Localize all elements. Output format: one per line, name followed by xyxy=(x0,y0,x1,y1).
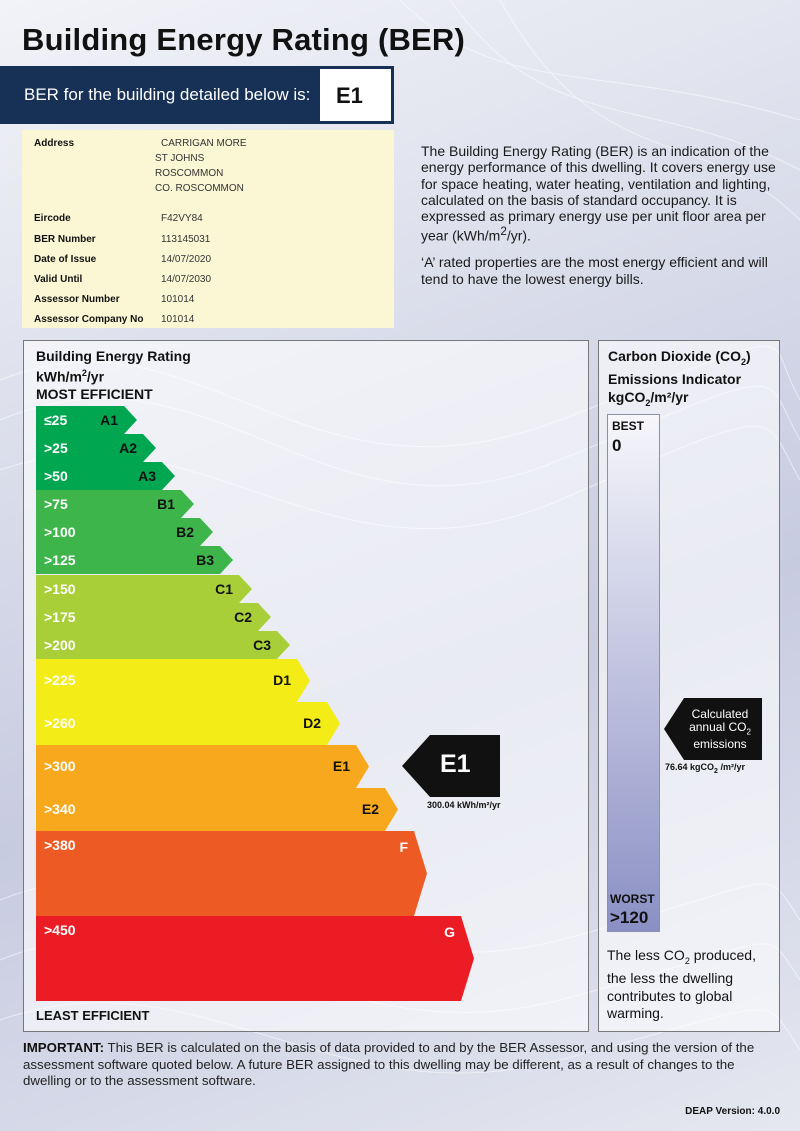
ber-band-code: G xyxy=(444,924,455,940)
building-details-box xyxy=(22,130,394,328)
detail-label: Assessor Company No xyxy=(34,314,144,325)
ber-band-code: C2 xyxy=(234,608,252,625)
co2-heading xyxy=(608,348,751,412)
ber-band-a2 xyxy=(36,434,156,462)
ber-band-range: >125 xyxy=(44,551,76,568)
co2-note-text-end: produced, the less the dwelling contributes to global warming. xyxy=(607,947,756,1022)
co2-worst-value: >120 xyxy=(610,908,649,927)
co2-title-text: Carbon Dioxide (CO xyxy=(608,348,742,364)
deap-version: DEAP Version: 4.0.0 xyxy=(685,1106,780,1117)
address-line: CO. ROSCOMMON xyxy=(155,183,244,194)
ber-band-range: >100 xyxy=(44,523,76,540)
ber-description-paragraph xyxy=(421,143,787,244)
detail-label: Date of Issue xyxy=(34,254,97,265)
co2-value-unit: /m²/yr xyxy=(717,762,745,772)
important-text: This BER is calculated on the basis of data provided to and by the BER Assessor, and using the version of the assessment software quoted below. A future BER assigned to this dwelling may be different, as a result of changes to the dwelling or to the assessment software. xyxy=(23,1040,755,1088)
co2-value-subscript: 2 xyxy=(714,767,718,775)
ber-band-range: >225 xyxy=(44,672,76,688)
ber-band-shape xyxy=(36,916,474,1001)
address-line: ROSCOMMON xyxy=(155,168,224,179)
ber-band-range: >260 xyxy=(44,715,76,731)
ber-band-fill xyxy=(36,745,369,788)
important-label: IMPORTANT: xyxy=(23,1040,105,1055)
ber-band-e1 xyxy=(36,745,369,788)
detail-value: F42VY84 xyxy=(161,213,203,224)
ber-band-shape xyxy=(36,788,398,831)
detail-value: 14/07/2020 xyxy=(161,254,212,265)
ber-result-label: BER for the building detailed below is: xyxy=(24,85,311,104)
ber-scale-heading xyxy=(36,348,191,403)
ber-band-c2 xyxy=(36,603,271,631)
ber-band-fill xyxy=(36,659,310,702)
ber-band-code: A1 xyxy=(100,411,118,428)
co2-unit-text: kgCO xyxy=(608,388,646,405)
ber-band-b1 xyxy=(36,490,194,518)
address-line: CARRIGAN MORE xyxy=(161,138,247,149)
ber-band-fill xyxy=(36,788,398,831)
detail-label: Valid Until xyxy=(34,274,83,285)
ber-band-e2 xyxy=(36,788,398,831)
ber-band-fill xyxy=(36,916,474,1001)
address-line: ST JOHNS xyxy=(155,153,205,164)
description-superscript: 2 xyxy=(500,225,507,239)
co2-unit-text-end: /m²/yr xyxy=(650,388,689,405)
co2-marker-line xyxy=(680,721,760,738)
ber-band-a1 xyxy=(36,406,137,434)
ber-band-fill xyxy=(36,702,340,745)
ber-band-range: >340 xyxy=(44,801,76,817)
co2-unit-subscript: 2 xyxy=(645,397,651,408)
ber-band-g xyxy=(36,916,474,1001)
ber-band-range: >150 xyxy=(44,580,76,597)
rating-explanation-paragraph: ‘A’ rated properties are the most energy efficient and will tend to have the lowest energy bills. xyxy=(421,254,768,287)
ber-band-range: >450 xyxy=(44,922,76,938)
least-efficient-label: LEAST EFFICIENT xyxy=(36,1008,150,1023)
ber-band-range: >25 xyxy=(44,439,68,456)
co2-marker-text: annual CO xyxy=(689,720,747,734)
address-label: Address xyxy=(34,138,75,149)
ber-band-shape xyxy=(36,702,340,745)
co2-gradient-bar xyxy=(607,414,660,932)
ber-band-code: B1 xyxy=(157,495,175,512)
ber-band-code: E1 xyxy=(332,758,350,774)
ber-band-shape xyxy=(36,831,427,916)
ber-band-range: >175 xyxy=(44,608,76,625)
description-text: The Building Energy Rating (BER) is an indication of the energy performance of this dwelling. It covers energy use for space heating, water heating, ventilation and lighting, calculated on the basis of standard occupancy. It is expressed as primary energy use per unit floor area per year (kWh/m xyxy=(421,143,776,245)
co2-panel xyxy=(598,340,780,1032)
ber-band-range: >380 xyxy=(44,837,76,853)
ber-band-code: B2 xyxy=(176,523,194,540)
detail-value: 14/07/2030 xyxy=(161,274,212,285)
co2-best-label: BEST xyxy=(612,419,645,433)
ber-band-d1 xyxy=(36,659,310,702)
co2-title-text-end: ) xyxy=(746,348,751,364)
most-efficient-label: MOST EFFICIENT xyxy=(36,385,153,402)
ber-band-fill xyxy=(36,831,427,916)
detail-label: Eircode xyxy=(34,213,71,224)
co2-title xyxy=(608,348,751,371)
detail-label: Assessor Number xyxy=(34,294,120,305)
co2-marker-line: Calculated xyxy=(691,707,749,721)
current-rating-label: E1 xyxy=(440,750,471,778)
co2-note-subscript: 2 xyxy=(684,955,690,966)
co2-marker-label xyxy=(680,708,760,751)
ber-band-f xyxy=(36,831,427,916)
ber-scale-panel xyxy=(23,340,589,1032)
co2-marker-subscript: 2 xyxy=(746,727,751,737)
ber-band-code: C3 xyxy=(253,636,271,653)
ber-scale-title: Building Energy Rating xyxy=(36,348,191,364)
co2-title-subscript: 2 xyxy=(741,356,747,367)
detail-value: 113145031 xyxy=(161,234,211,245)
ber-band-d2 xyxy=(36,702,340,745)
co2-worst-label: WORST xyxy=(610,892,655,906)
co2-note xyxy=(607,947,777,1023)
ber-scale-unit xyxy=(36,365,191,386)
ber-band-c3 xyxy=(36,631,290,659)
ber-band-code: A3 xyxy=(138,467,156,484)
co2-marker-line: emissions xyxy=(693,737,747,752)
unit-text-end: /yr xyxy=(86,368,105,385)
ber-band-code: B3 xyxy=(196,551,214,568)
co2-unit xyxy=(608,389,751,412)
ber-band-range: >200 xyxy=(44,636,76,653)
ber-band-range: >300 xyxy=(44,758,76,774)
description-text-end: /yr). xyxy=(506,228,531,245)
ber-band-range: ≤25 xyxy=(44,411,68,428)
ber-band-c1 xyxy=(36,575,252,603)
ber-band-shape xyxy=(36,659,310,702)
co2-best-value: 0 xyxy=(612,436,622,455)
detail-label: BER Number xyxy=(34,234,96,245)
ber-band-range: >50 xyxy=(44,467,68,484)
ber-band-b3 xyxy=(36,546,233,574)
co2-subtitle: Emissions Indicator xyxy=(608,371,742,388)
ber-band-code: D1 xyxy=(273,672,291,688)
ber-band-code: E2 xyxy=(361,801,379,817)
ber-band-shape xyxy=(36,745,369,788)
unit-text: kWh/m xyxy=(36,368,82,385)
ber-band-b2 xyxy=(36,518,213,546)
ber-band-code: D2 xyxy=(303,715,321,731)
ber-result-value: E1 xyxy=(320,69,391,121)
ber-band-range: >75 xyxy=(44,495,68,512)
detail-value: 101014 xyxy=(161,314,195,325)
co2-note-text: The less CO xyxy=(607,947,685,963)
unit-superscript: 2 xyxy=(81,368,87,378)
detail-value: 101014 xyxy=(161,294,195,305)
address-lines xyxy=(155,136,247,196)
ber-band-code: A2 xyxy=(119,439,137,456)
important-notice xyxy=(23,1040,783,1090)
co2-value-text: 76.64 kgCO xyxy=(665,762,715,772)
ber-band-code: C1 xyxy=(215,580,233,597)
ber-result-bar xyxy=(0,66,394,124)
page-title: Building Energy Rating (BER) xyxy=(22,22,466,57)
co2-value xyxy=(665,762,745,775)
ber-band-a3 xyxy=(36,462,175,490)
ber-description xyxy=(421,143,787,287)
ber-band-code: F xyxy=(399,839,408,855)
current-energy-value: 300.04 kWh/m²/yr xyxy=(427,800,501,810)
